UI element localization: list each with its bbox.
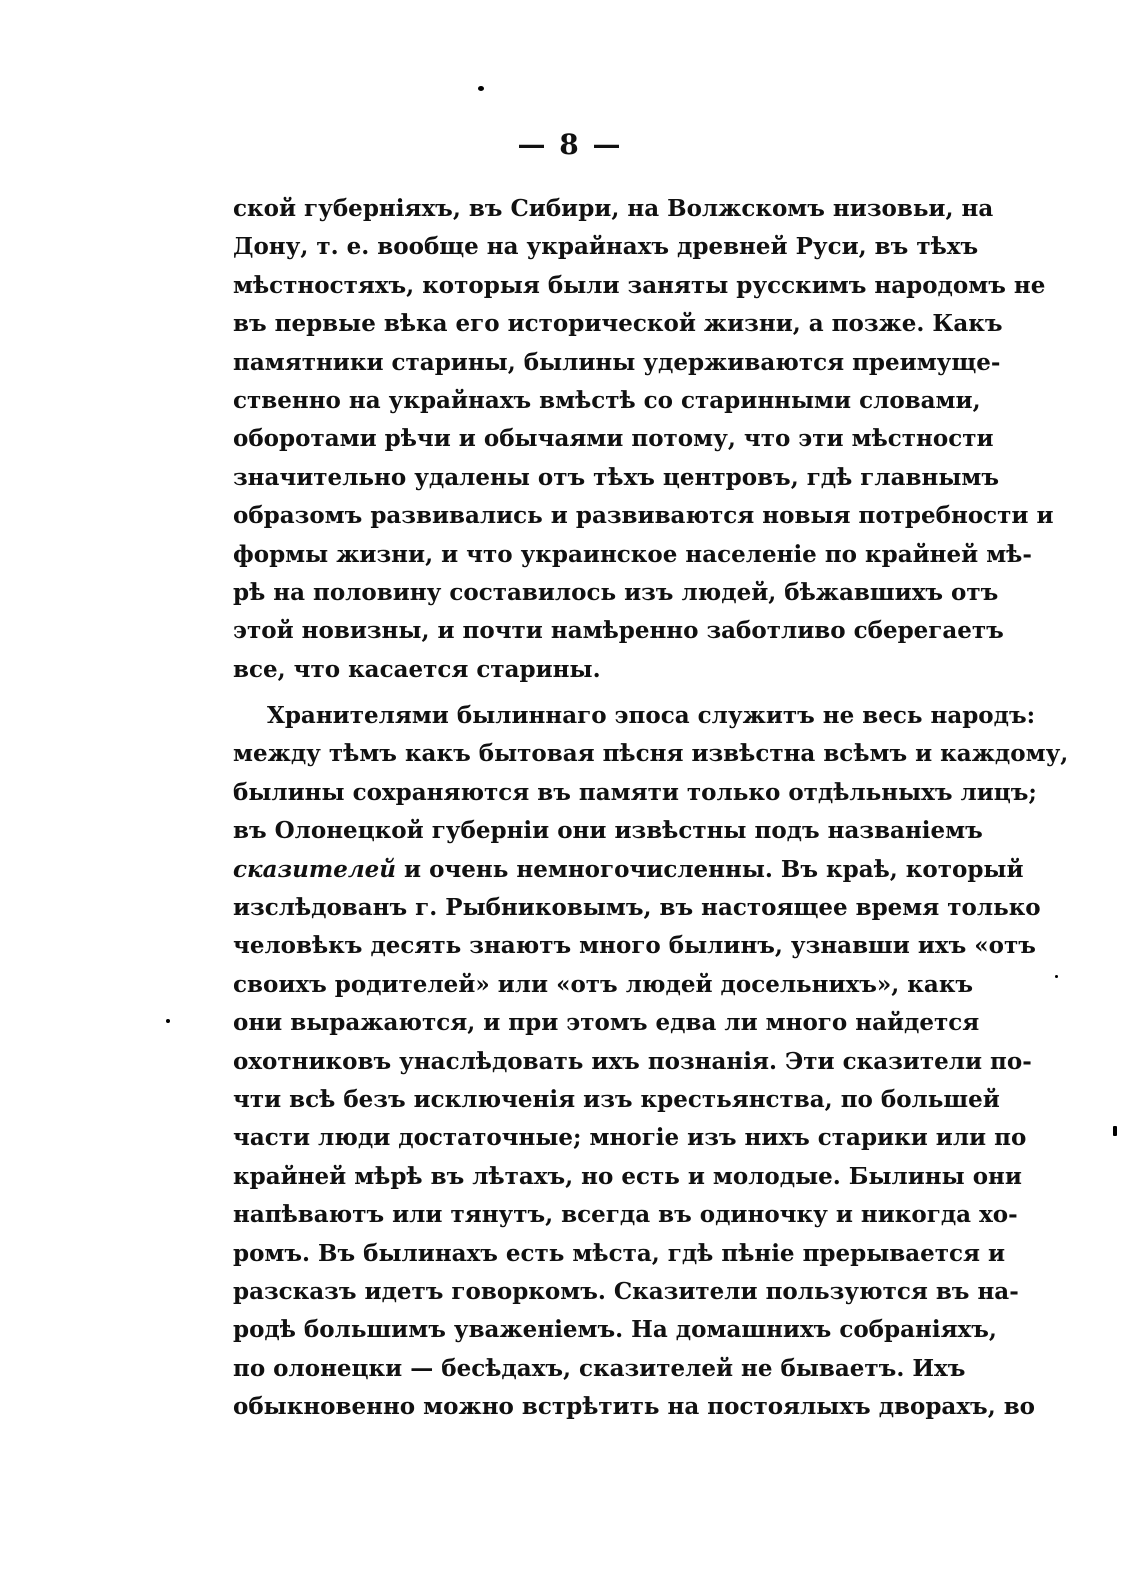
text-line: ромъ. Въ былинахъ есть мѣста, гдѣ пѣніе прерывается и — [233, 1239, 1006, 1267]
text-line: разсказъ идетъ говоркомъ. Сказители пользуются въ на- — [233, 1277, 1019, 1305]
text-line: части люди достаточные; многіе изъ нихъ старики или по — [233, 1124, 1027, 1152]
text-line-italic-lead: сказителей и очень немногочисленны. Въ краѣ, который — [233, 855, 1024, 883]
text-line: въ первые вѣка его исторической жизни, а позже. Какъ — [233, 310, 1003, 338]
text-line: формы жизни, и что украинское населеніе по крайней мѣ- — [233, 540, 1032, 568]
text-line: въ Олонецкой губерніи они извѣстны подъ названіемъ — [233, 817, 983, 845]
ink-speck — [1055, 975, 1058, 978]
text-line: былины сохраняются въ памяти только отдѣльныхъ лицъ; — [233, 778, 1037, 806]
text-line: этой новизны, и почти намѣренно заботливо сберегаетъ — [233, 617, 1004, 645]
page-number: — 8 — — [517, 128, 623, 161]
text-line: по олонецки — бесѣдахъ, сказителей не бываетъ. Ихъ — [233, 1354, 966, 1382]
text-line: образомъ развивались и развиваются новыя потребности и — [233, 502, 1054, 530]
text-line: напѣваютъ или тянутъ, всегда въ одиночку и никогда хо- — [233, 1201, 1018, 1229]
text-line: ской губерніяхъ, въ Сибири, на Волжскомъ низовьи, на — [233, 195, 994, 222]
ink-speck — [166, 1019, 170, 1023]
text-line: оборотами рѣчи и обычаями потому, что эти мѣстности — [233, 425, 994, 453]
paragraph-1 — [233, 190, 1054, 689]
text-line: мѣстностяхъ, которыя были заняты русскимъ народомъ не — [233, 271, 1046, 299]
text-line: охотниковъ унаслѣдовать ихъ познанія. Эти сказители по- — [233, 1047, 1032, 1075]
text-line: человѣкъ десять знаютъ много былинъ, узнавши ихъ «отъ — [233, 932, 1036, 960]
text-line: крайней мѣрѣ въ лѣтахъ, но есть и молодые. Былины они — [233, 1162, 1022, 1190]
text-line: все, что касается старины. — [233, 655, 601, 683]
text-line: значительно удалены отъ тѣхъ центровъ, гдѣ главнымъ — [233, 463, 1000, 491]
text-line: Дону, т. е. вообще на украйнахъ древней Руси, въ тѣхъ — [233, 233, 979, 261]
text-line: они выражаются, и при этомъ едва ли много найдется — [233, 1009, 980, 1037]
text-line: Хранителями былиннаго эпоса служитъ не весь народъ: — [267, 702, 1036, 730]
text-line: чти всѣ безъ исключенія изъ крестьянства, по большей — [233, 1085, 1000, 1113]
paragraph-2 — [233, 697, 1069, 1426]
ink-speck — [1113, 1126, 1117, 1136]
text-line: родѣ большимъ уваженіемъ. На домашнихъ собраніяхъ, — [233, 1316, 997, 1344]
ink-speck — [478, 86, 484, 91]
text-line: изслѣдованъ г. Рыбниковымъ, въ настоящее время только — [233, 894, 1041, 922]
text-line: рѣ на половину составилось изъ людей, бѣжавшихъ отъ — [233, 578, 999, 606]
body-text — [233, 190, 1069, 1427]
text-line: ственно на украйнахъ вмѣстѣ со старинными словами, — [233, 386, 981, 414]
text-line: памятники старины, былины удерживаются преимуще- — [233, 348, 1001, 376]
text-line: обыкновенно можно встрѣтить на постоялыхъ дворахъ, во — [233, 1393, 1036, 1421]
text-line: между тѣмъ какъ бытовая пѣсня извѣстна всѣмъ и каждому, — [233, 740, 1069, 768]
text-line: своихъ родителей» или «отъ людей досельнихъ», какъ — [233, 970, 974, 998]
